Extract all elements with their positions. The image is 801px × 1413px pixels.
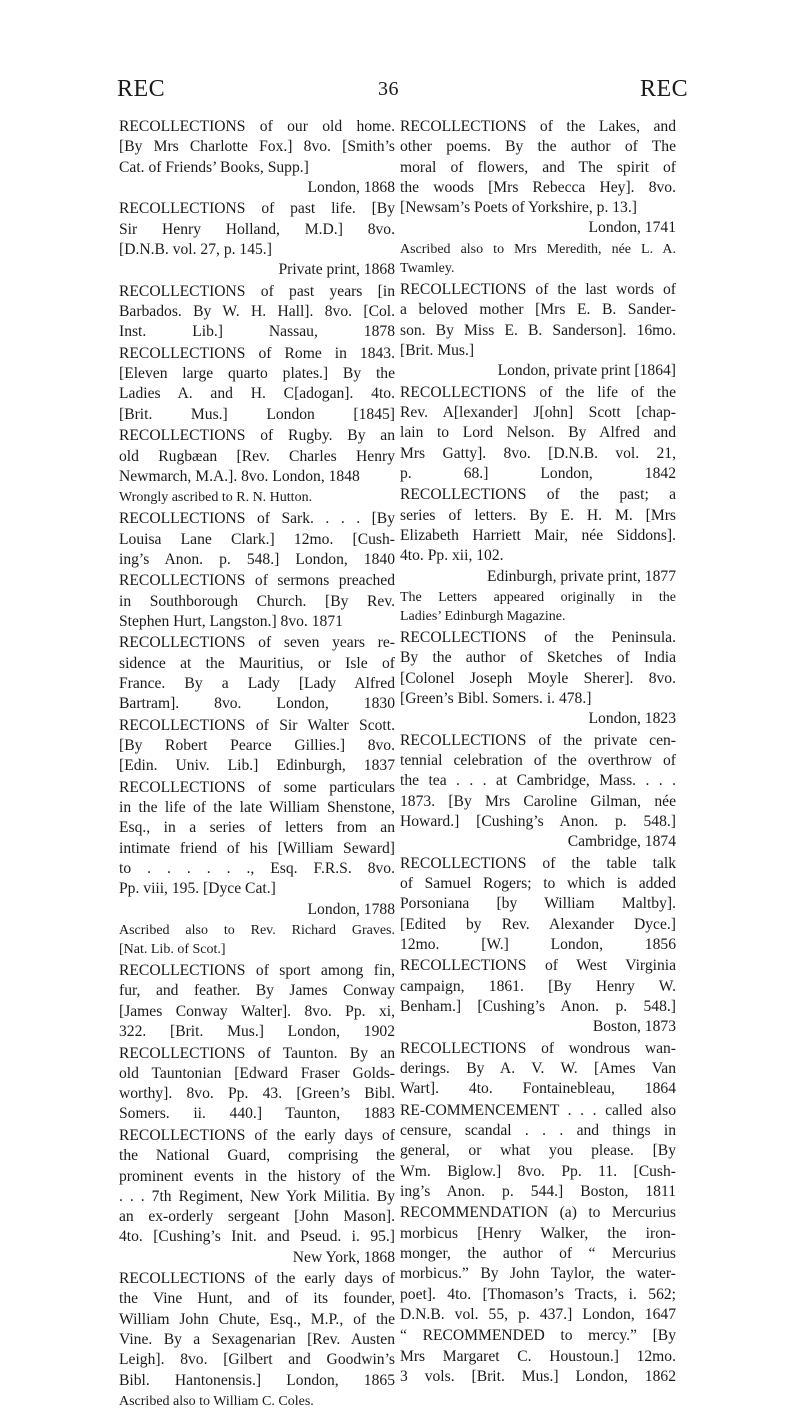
entry-line: ing’s Anon. p. 544.] Boston, 1811 <box>400 1182 676 1200</box>
bibliography-entry <box>400 383 676 484</box>
entry-line: 1873. [By Mrs Caroline Gilman, née <box>400 792 676 810</box>
entry-line: ing’s Anon. p. 548.] London, 1840 <box>119 550 395 568</box>
entry-line: Edinburgh, private print, 1877 <box>487 567 676 585</box>
entry-line: Barbados. By W. H. Hall]. 8vo. [Col. <box>119 303 395 321</box>
entry-line: [Brit. Mus.] London [1845] <box>119 405 395 423</box>
note-line: Wrongly ascribed to R. N. Hutton. <box>119 490 313 506</box>
bibliography-entry <box>400 854 676 955</box>
entry-line: [James Conway Walter]. 8vo. Pp. xi, <box>119 1002 395 1020</box>
entry-line: RECOLLECTIONS of the last words of <box>400 280 676 298</box>
entry-line: campaign, 1861. [By Henry W. <box>400 977 676 995</box>
bibliography-entry <box>400 1326 676 1387</box>
bibliography-entry <box>119 571 395 632</box>
left-column <box>119 117 395 1413</box>
entry-line: [By Robert Pearce Gillies.] 8vo. <box>119 737 395 755</box>
note-line: The Letters appeared originally in the <box>400 589 676 605</box>
entry-line: the Vine Hunt, and of its founder, <box>119 1290 395 1308</box>
entry-line: Mrs Margaret C. Houstoun.] 12mo. <box>400 1347 676 1365</box>
entry-line: RECOLLECTIONS of wondrous wan- <box>400 1039 676 1057</box>
bibliography-entry <box>119 1044 395 1125</box>
entry-line: son. By Miss E. B. Sanderson]. 16mo. <box>400 321 676 339</box>
entry-line: Inst. Lib.] Nassau, 1878 <box>119 323 395 341</box>
entry-note <box>119 921 395 959</box>
entry-line: derings. By A. V. W. [Ames Van <box>400 1059 676 1077</box>
bibliography-entry <box>400 1039 676 1100</box>
bibliography-entry <box>119 344 395 425</box>
header-right-guide-word: REC <box>640 76 689 102</box>
entry-line: RECOLLECTIONS of the past; a <box>400 486 676 504</box>
entry-line: lain to Lord Nelson. By Alfred and <box>400 424 676 442</box>
entry-line: intimate friend of his [William Seward] <box>119 839 395 857</box>
entry-line: in Southborough Church. [By Rev. <box>119 592 395 610</box>
entry-line: the National Guard, comprising the <box>119 1147 395 1165</box>
entry-line: RECOLLECTIONS of our old home. <box>119 118 395 135</box>
entry-line: RECOLLECTIONS of the private cen- <box>400 731 676 749</box>
entry-line: p. 68.] London, 1842 <box>400 464 676 482</box>
entry-line: poet]. 4to. [Thomason’s Tracts, i. 562; <box>400 1285 676 1303</box>
entry-line: censure, scandal . . . and things in <box>400 1122 676 1140</box>
bibliography-entry <box>119 1126 395 1268</box>
entry-note <box>119 1392 395 1411</box>
running-header <box>0 76 801 106</box>
entry-line: RECOLLECTIONS of the early days of <box>119 1126 395 1144</box>
entry-line: D.N.B. vol. 55, p. 437.] London, 1647 <box>400 1305 676 1323</box>
entry-line: Private print, 1868 <box>278 261 395 279</box>
entry-line: Benham.] [Cushing’s Anon. p. 548.] <box>400 997 676 1015</box>
entry-line: series of letters. By E. H. M. [Mrs <box>400 506 676 524</box>
bibliography-entry <box>119 716 395 777</box>
entry-line: RECOLLECTIONS of Sark. . . . [By <box>119 510 395 528</box>
bibliography-entry <box>400 628 676 729</box>
entry-line: Howard.] [Cushing’s Anon. p. 548.] <box>400 812 676 830</box>
entry-line: RECOLLECTIONS of the Lakes, and <box>400 118 676 135</box>
entry-line: the woods [Mrs Rebecca Hey]. 8vo. <box>400 178 676 196</box>
bibliography-entry <box>119 633 395 714</box>
entry-line: RECOLLECTIONS of Sir Walter Scott. <box>119 716 395 734</box>
entry-line: [Edin. Univ. Lib.] Edinburgh, 1837 <box>119 757 395 775</box>
entry-line: Ladies A. and H. C[adogan]. 4to. <box>119 385 395 403</box>
entry-line: RECOLLECTIONS of West Virginia <box>400 957 676 975</box>
entry-line: Mrs Gatty]. 8vo. [D.N.B. vol. 21, <box>400 444 676 462</box>
right-column <box>400 117 676 1388</box>
entry-line: RECOMMENDATION (a) to Mercurius <box>400 1204 676 1222</box>
note-line: Ladies’ Edinburgh Magazine. <box>400 608 566 624</box>
bibliography-entry <box>119 1269 395 1391</box>
entry-line: Wart]. 4to. Fontainebleau, 1864 <box>400 1080 676 1098</box>
entry-line: moral of flowers, and The spirit of <box>400 158 676 176</box>
entry-line: RECOLLECTIONS of the table talk <box>400 854 676 872</box>
note-line: Ascribed also to Mrs Meredith, née L. A. <box>400 241 676 257</box>
entry-line: Boston, 1873 <box>592 1018 676 1036</box>
note-line: [Nat. Lib. of Scot.] <box>119 942 226 958</box>
bibliography-entry <box>400 1203 676 1325</box>
entry-line: RECOLLECTIONS of the Peninsula. <box>400 628 676 646</box>
entry-line: RECOLLECTIONS of sport among fin, <box>119 962 395 980</box>
entry-line: Somers. ii. 440.] Taunton, 1883 <box>119 1105 395 1123</box>
entry-line: 12mo. [W.] London, 1856 <box>400 935 676 953</box>
entry-line: Bartram]. 8vo. London, 1830 <box>119 695 395 713</box>
note-line: Ascribed also to Rev. Richard Graves. <box>119 923 395 939</box>
entry-line: prominent events in the history of the <box>119 1167 395 1185</box>
entry-line: Esq., in a series of letters from an <box>119 819 395 837</box>
entry-line: [Eleven large quarto plates.] By the <box>119 365 395 383</box>
header-left-guide-word: REC <box>117 76 166 102</box>
entry-line: [Newsam’s Poets of Yorkshire, p. 13.] <box>400 199 637 217</box>
page-number: 36 <box>378 78 399 100</box>
entry-line: an ex-orderly sergeant [John Mason]. <box>119 1208 395 1226</box>
bibliography-entry <box>400 117 676 239</box>
entry-line: RECOLLECTIONS of the life of the <box>400 383 676 401</box>
entry-line: “ RECOMMENDED to mercy.” [By <box>400 1327 676 1345</box>
entry-line: RE-COMMENCEMENT . . . called also <box>400 1101 676 1119</box>
entry-line: to . . . . . ., Esq. F.R.S. 8vo. <box>119 860 395 878</box>
entry-line: in the life of the late William Shenstone, <box>119 799 395 817</box>
entry-line: morbicus.” By John Taylor, the water- <box>400 1265 676 1283</box>
entry-line: RECOLLECTIONS of some particulars <box>119 778 395 796</box>
entry-line: Porsoniana [by William Maltby]. <box>400 895 676 913</box>
entry-line: Wm. Biglow.] 8vo. Pp. 11. [Cush- <box>400 1162 676 1180</box>
entry-line: [By Mrs Charlotte Fox.] 8vo. [Smith’s <box>119 138 395 156</box>
entry-line: worthy]. 8vo. Pp. 43. [Green’s Bibl. <box>119 1085 395 1103</box>
entry-line: the tea . . . at Cambridge, Mass. . . . <box>400 772 676 790</box>
bibliography-entry <box>119 509 395 570</box>
note-line: Ascribed also to William C. Coles. <box>119 1394 314 1410</box>
entry-note <box>400 588 676 626</box>
entry-line: tennial celebration of the overthrow of <box>400 751 676 769</box>
entry-line: Cat. of Friends’ Books, Supp.] <box>119 158 309 176</box>
entry-line: Stephen Hurt, Langston.] 8vo. 1871 <box>119 612 343 630</box>
entry-line: RECOLLECTIONS of past years [in <box>119 282 395 300</box>
entry-line: 4to. [Cushing’s Init. and Pseud. i. 95.] <box>119 1228 395 1246</box>
entry-line: general, or what you please. [By <box>400 1142 676 1160</box>
entry-line: old Tauntonian [Edward Fraser Golds- <box>119 1064 395 1082</box>
entry-line: sidence at the Mauritius, or Isle of <box>119 654 395 672</box>
entry-line: London, 1741 <box>588 219 676 237</box>
entry-line: Louisa Lane Clark.] 12mo. [Cush- <box>119 530 395 548</box>
entry-line: RECOLLECTIONS of seven years re- <box>119 634 395 652</box>
entry-line: RECOLLECTIONS of Rugby. By an <box>119 427 395 445</box>
entry-line: Elizabeth Harriett Mair, née Siddons]. <box>400 526 676 544</box>
entry-line: . . . 7th Regiment, New York Militia. By <box>119 1187 395 1205</box>
entry-line: of Samuel Rogers; to which is added <box>400 874 676 892</box>
entry-line: William John Chute, Esq., M.P., of the <box>119 1310 395 1328</box>
entry-line: RECOLLECTIONS of the early days of <box>119 1270 395 1288</box>
entry-line: Cambridge, 1874 <box>567 833 676 851</box>
entry-line: [Colonel Joseph Moyle Sherer]. 8vo. <box>400 669 676 687</box>
entry-line: [Green’s Bibl. Somers. i. 478.] <box>400 689 592 707</box>
entry-line: London, 1788 <box>307 900 395 918</box>
entry-line: London, private print [1864] <box>497 362 676 380</box>
entry-line: Vine. By a Sexagenarian [Rev. Austen <box>119 1331 395 1349</box>
entry-line: France. By a Lady [Lady Alfred <box>119 675 395 693</box>
entry-line: RECOLLECTIONS of Rome in 1843. <box>119 344 395 362</box>
entry-line: 322. [Brit. Mus.] London, 1902 <box>119 1023 395 1041</box>
entry-line: London, 1868 <box>307 178 395 196</box>
bibliography-entry <box>400 731 676 853</box>
entry-line: morbicus [Henry Walker, the iron- <box>400 1224 676 1242</box>
entry-line: Rev. A[lexander] J[ohn] Scott [chap- <box>400 403 676 421</box>
bibliography-entry <box>119 282 395 343</box>
entry-line: By the author of Sketches of India <box>400 649 676 667</box>
bibliography-entry <box>400 956 676 1037</box>
entry-line: Newmarch, M.A.]. 8vo. London, 1848 <box>119 467 360 485</box>
bibliography-entry <box>400 280 676 381</box>
bibliography-entry <box>400 1101 676 1202</box>
entry-line: fur, and feather. By James Conway <box>119 982 395 1000</box>
bibliography-entry <box>400 485 676 586</box>
entry-line: [Brit. Mus.] <box>400 341 475 359</box>
entry-line: London, 1823 <box>588 710 676 728</box>
bibliography-entry <box>119 961 395 1042</box>
bibliography-entry <box>119 778 395 920</box>
entry-line: RECOLLECTIONS of sermons preached <box>119 572 395 590</box>
entry-line: RECOLLECTIONS of Taunton. By an <box>119 1044 395 1062</box>
note-line: Twamley. <box>400 260 455 276</box>
entry-line: Sir Henry Holland, M.D.] 8vo. <box>119 220 395 238</box>
entry-line: [Edited by Rev. Alexander Dyce.] <box>400 915 676 933</box>
entry-line: old Rugbæan [Rev. Charles Henry <box>119 447 395 465</box>
entry-line: other poems. By the author of The <box>400 138 676 156</box>
entry-line: 4to. Pp. xii, 102. <box>400 547 504 565</box>
entry-line: Leigh]. 8vo. [Gilbert and Goodwin’s <box>119 1351 395 1369</box>
entry-line: New York, 1868 <box>292 1248 395 1266</box>
entry-line: a beloved mother [Mrs E. B. Sander- <box>400 301 676 319</box>
entry-line: Bibl. Hantonensis.] London, 1865 <box>119 1371 395 1389</box>
bibliography-entry <box>119 426 395 487</box>
bibliography-entry <box>119 199 395 280</box>
entry-line: RECOLLECTIONS of past life. [By <box>119 200 395 218</box>
entry-line: 3 vols. [Brit. Mus.] London, 1862 <box>400 1367 676 1385</box>
entry-note <box>400 240 676 278</box>
entry-note <box>119 488 395 507</box>
entry-line: monger, the author of “ Mercurius <box>400 1245 676 1263</box>
bibliography-entry <box>119 117 395 198</box>
entry-line: [D.N.B. vol. 27, p. 145.] <box>119 240 272 258</box>
entry-line: Pp. viii, 195. [Dyce Cat.] <box>119 880 276 898</box>
